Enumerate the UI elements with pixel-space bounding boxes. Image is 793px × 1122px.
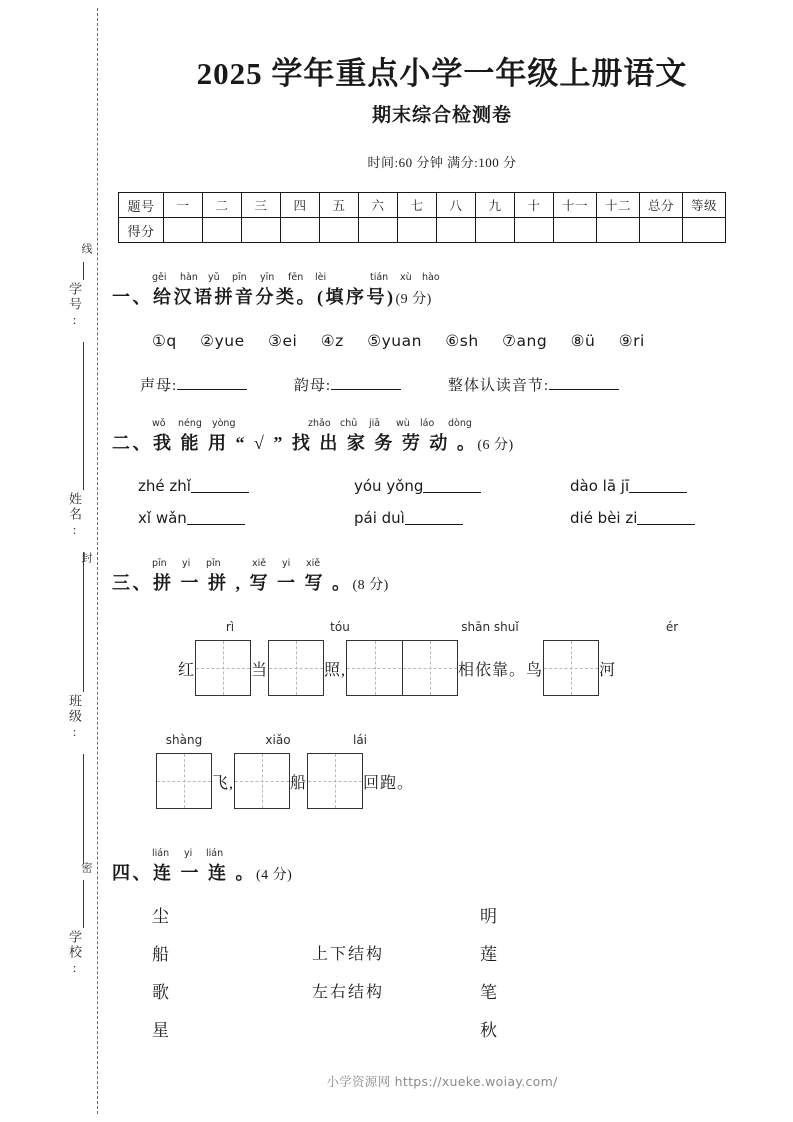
question-3-points: (8 分) <box>352 578 389 593</box>
shengmu-input[interactable] <box>177 389 247 390</box>
pinyin-lei: lèi <box>315 272 327 283</box>
question-2-title <box>112 431 777 458</box>
yunmu-group <box>294 374 401 395</box>
score-table <box>118 192 726 243</box>
exam-sheet <box>112 0 793 1122</box>
q3-text-xiangyikao: 相依靠。鸟 <box>458 661 544 679</box>
q2-label-zhezhi: zhé zhǐ <box>138 477 191 495</box>
pinyin-xu: xù <box>400 272 412 283</box>
question-1-pinyin-row <box>112 272 777 285</box>
q4-left-column <box>152 898 170 1050</box>
q2-item-xiwan <box>138 509 354 541</box>
q3-pinyin-shanshui: shān shuǐ <box>461 620 519 634</box>
question-4-heading <box>112 848 777 888</box>
q3-pinyin-tou: tóu <box>330 620 350 634</box>
question-1-answer-blanks <box>140 374 780 395</box>
score-cell-12[interactable] <box>597 218 640 243</box>
option-6[interactable]: ⑥sh <box>445 332 479 350</box>
col-header-3: 三 <box>242 193 281 218</box>
q3-pinyin-shang: shàng <box>165 733 203 747</box>
q4-left-item-2[interactable]: 船 <box>152 945 170 964</box>
col-header-2: 二 <box>203 193 242 218</box>
page-subtitle: 期末综合检测卷 <box>371 105 512 126</box>
row-header-score: 得分 <box>119 218 164 243</box>
col-header-10: 十 <box>515 193 554 218</box>
q4-right-column <box>480 898 498 1050</box>
col-header-9: 九 <box>476 193 515 218</box>
student-name-field-label: 姓名: <box>67 492 82 539</box>
question-1-heading <box>112 272 777 312</box>
q4-left-item-3[interactable]: 歌 <box>152 983 170 1002</box>
q2-item-zhezhi <box>138 477 354 509</box>
student-id-field-label: 学号: <box>67 282 82 329</box>
col-header-6: 六 <box>359 193 398 218</box>
pinyin-xie-2: xiě <box>306 558 321 569</box>
pinyin-tian: tián <box>370 272 389 283</box>
q3-writing-box-lai[interactable] <box>307 753 363 809</box>
pinyin-yi-1: yi <box>182 558 191 569</box>
question-3-text: 三、拼 一 拼 , 写 一 写 。 <box>112 573 353 593</box>
pinyin-xie-1: xiě <box>252 558 267 569</box>
pinyin-yong: yòng <box>212 418 236 429</box>
score-cell-4[interactable] <box>281 218 320 243</box>
q3-pinyin-xiao: xiǎo <box>265 733 291 747</box>
q2-item-daolaji <box>570 477 786 509</box>
q4-left-item-1[interactable]: 尘 <box>152 907 170 926</box>
q4-left-item-4[interactable]: 星 <box>152 1021 170 1040</box>
sealing-line-rail <box>0 0 112 1122</box>
col-header-total: 总分 <box>640 193 683 218</box>
question-4-points: (4 分) <box>256 868 293 883</box>
exam-meta-info: 时间:60 分钟 满分:100 分 <box>367 155 517 170</box>
col-header-8: 八 <box>437 193 476 218</box>
score-cell-5[interactable] <box>320 218 359 243</box>
question-3-title <box>112 571 777 598</box>
seal-rule-1 <box>83 262 84 280</box>
question-2-text: 二、我 能 用 “ √ ” 找 出 家 务 劳 动 。 <box>112 433 478 453</box>
q2-check-paidui[interactable] <box>405 524 463 525</box>
pinyin-yu: yǔ <box>208 272 220 283</box>
q4-middle-column <box>312 898 384 1012</box>
col-header-12: 十二 <box>597 193 640 218</box>
question-2-row-2 <box>138 509 788 541</box>
pinyin-lian-2: lián <box>206 848 224 859</box>
question-4-pinyin-row <box>112 848 777 861</box>
q3-writing-box-ri[interactable] <box>195 640 251 696</box>
score-cell-6[interactable] <box>359 218 398 243</box>
pinyin-pin: pīn <box>232 272 247 283</box>
q2-label-diebeizi: dié bèi zi <box>570 509 638 527</box>
option-1[interactable]: ①q <box>152 332 177 350</box>
question-1-title <box>112 285 777 312</box>
question-4-text: 四、连 一 连 。 <box>112 863 256 883</box>
q2-label-xiwan: xǐ wǎn <box>138 509 187 527</box>
seal-mark-mi: 密 <box>80 862 92 874</box>
row-header-question-no: 题号 <box>119 193 164 218</box>
q2-item-paidui <box>354 509 570 541</box>
q3-writing-box-tou[interactable] <box>268 640 324 696</box>
q3-text-zhao: 照, <box>324 661 347 679</box>
q3-text-he: 河 <box>599 661 617 679</box>
q4-right-item-4[interactable]: 秋 <box>480 1021 498 1040</box>
q2-check-xiwan[interactable] <box>187 524 245 525</box>
table-row-scores <box>119 218 726 243</box>
pinyin-jia: jiā <box>369 418 381 429</box>
seal-rule-4 <box>83 754 84 864</box>
q3-writing-box-xiao[interactable] <box>234 753 290 809</box>
q2-label-paidui: pái duì <box>354 509 405 527</box>
col-header-grade: 等级 <box>683 193 726 218</box>
zhengti-input[interactable] <box>549 389 619 390</box>
q3-pinyin-er: ér <box>665 620 679 634</box>
option-5[interactable]: ⑤yuan <box>367 332 422 350</box>
q4-mid-item-2[interactable]: 左右结构 <box>312 984 385 1001</box>
seal-rule-5 <box>83 880 84 928</box>
shengmu-label: 声母: <box>140 378 178 394</box>
score-cell-3[interactable] <box>242 218 281 243</box>
pinyin-fen: fēn <box>288 272 304 283</box>
score-cell-10[interactable] <box>515 218 554 243</box>
seal-rule-3 <box>83 552 84 692</box>
seal-mark-feng: 封 <box>80 552 92 564</box>
pinyin-dong: dòng <box>448 418 472 429</box>
school-field-label: 学校: <box>67 930 82 977</box>
pinyin-zhao: zhǎo <box>308 418 331 429</box>
question-1-points: (9 分) <box>395 292 432 307</box>
question-1-options <box>152 332 782 350</box>
col-header-11: 十一 <box>554 193 597 218</box>
yunmu-input[interactable] <box>331 389 401 390</box>
pinyin-han: hàn <box>180 272 198 283</box>
pinyin-gei: gěi <box>152 272 167 283</box>
option-7[interactable]: ⑦ang <box>502 332 548 350</box>
question-1-text: 一、给汉语拼音分类。(填序号) <box>112 287 396 307</box>
class-field-label: 班级: <box>67 694 82 741</box>
page-title: 2025 学年重点小学一年级上册语文 <box>196 56 688 91</box>
score-cell-2[interactable] <box>203 218 242 243</box>
q2-label-youyong: yóu yǒng <box>354 477 424 495</box>
question-2-pinyin-row <box>112 418 777 431</box>
question-2-heading <box>112 418 777 458</box>
option-2[interactable]: ②yue <box>200 332 245 350</box>
pinyin-lian-1: lián <box>152 848 170 859</box>
score-cell-9[interactable] <box>476 218 515 243</box>
option-3[interactable]: ③ei <box>268 332 298 350</box>
q4-right-item-2[interactable]: 莲 <box>480 945 498 964</box>
option-8[interactable]: ⑧ü <box>570 332 596 350</box>
q3-text-dang: 当 <box>251 661 269 679</box>
q3-pinyin-ri: rì <box>225 620 235 634</box>
q2-check-youyong[interactable] <box>423 492 481 493</box>
pinyin-yi-2: yi <box>282 558 291 569</box>
question-2-items <box>138 477 788 541</box>
q3-writing-box-shanshui[interactable] <box>346 640 458 696</box>
q3-text-fei: 飞, <box>212 774 235 792</box>
pinyin-lao: láo <box>420 418 435 429</box>
q3-line1-content <box>178 640 616 696</box>
col-header-5: 五 <box>320 193 359 218</box>
q3-writing-box-er[interactable] <box>543 640 599 696</box>
q2-check-daolaji[interactable] <box>629 492 687 493</box>
q3-line2-content <box>156 753 414 809</box>
question-2-row-1 <box>138 477 788 509</box>
q2-check-diebeizi[interactable] <box>637 524 695 525</box>
col-header-7: 七 <box>398 193 437 218</box>
score-cell-1[interactable] <box>164 218 203 243</box>
q4-right-item-1[interactable]: 明 <box>480 907 498 926</box>
col-header-4: 四 <box>281 193 320 218</box>
q2-check-zhezhi[interactable] <box>191 492 249 493</box>
q3-pinyin-lai: lái <box>352 733 368 747</box>
score-cell-11[interactable] <box>554 218 597 243</box>
question-3-heading <box>112 558 777 598</box>
pinyin-pin-1: pīn <box>152 558 167 569</box>
zhengti-group <box>448 374 619 395</box>
pinyin-hao: hào <box>422 272 440 283</box>
pinyin-wo: wǒ <box>152 418 166 429</box>
option-4[interactable]: ④z <box>320 332 344 350</box>
seal-rule-2 <box>83 342 84 490</box>
q3-text-chuan: 船 <box>290 774 308 792</box>
sealing-dashed-line <box>97 8 98 1114</box>
score-cell-grade[interactable] <box>683 218 726 243</box>
question-2-points: (6 分) <box>477 438 514 453</box>
pinyin-wu: wù <box>396 418 410 429</box>
q2-label-daolaji: dào lā jī <box>570 477 630 495</box>
pinyin-yin: yīn <box>260 272 275 283</box>
pinyin-chu: chū <box>340 418 358 429</box>
pinyin-yi-3: yi <box>184 848 193 859</box>
q4-mid-spacer <box>312 898 384 936</box>
q2-item-diebeizi <box>570 509 786 541</box>
table-row-question-numbers <box>119 193 726 218</box>
option-9[interactable]: ⑨ri <box>618 332 645 350</box>
question-4-title <box>112 861 777 888</box>
q2-item-youyong <box>354 477 570 509</box>
q3-writing-box-shang[interactable] <box>156 753 212 809</box>
score-cell-8[interactable] <box>437 218 476 243</box>
pinyin-neng: néng <box>178 418 202 429</box>
question-3-pinyin-row <box>112 558 777 571</box>
score-cell-7[interactable] <box>398 218 437 243</box>
yunmu-label: 韵母: <box>293 378 332 394</box>
seal-mark-xian: 线 <box>80 243 92 255</box>
q4-right-item-3[interactable]: 笔 <box>480 983 498 1002</box>
zhengti-label: 整体认读音节: <box>447 378 550 394</box>
q3-text-huipao: 回跑。 <box>363 774 415 792</box>
q3-text-hong: 红 <box>178 661 196 679</box>
shengmu-group <box>140 374 247 395</box>
col-header-1: 一 <box>164 193 203 218</box>
score-cell-total[interactable] <box>640 218 683 243</box>
pinyin-pin-2: pīn <box>206 558 221 569</box>
q4-mid-item-1[interactable]: 上下结构 <box>312 946 385 963</box>
footer-watermark: 小学资源网 https://xueke.woiay.com/ <box>326 1074 558 1089</box>
